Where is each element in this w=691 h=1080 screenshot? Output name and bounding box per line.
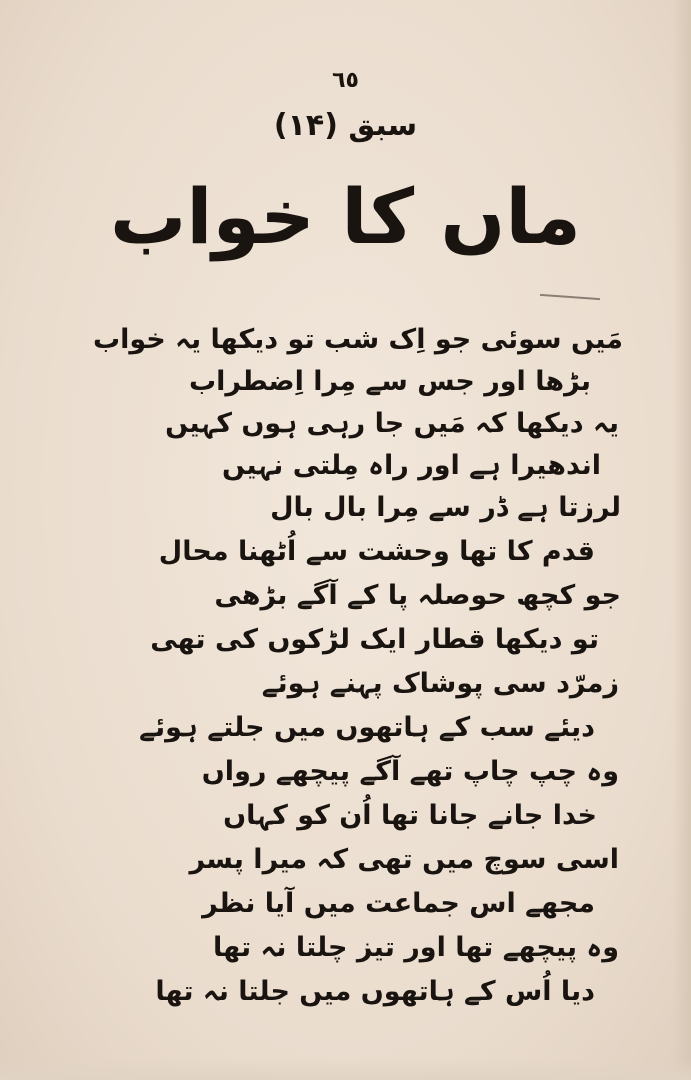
page-number: ٦٥ (332, 68, 359, 93)
poem-body (0, 322, 691, 1042)
poem-line: تو دیکھا قطار ایک لڑکوں کی تھی (150, 624, 599, 655)
poem-line: لرزتا ہے ڈر سے مِرا بال بال (270, 492, 621, 523)
poem-line: مجھے اس جماعت میں آیا نظر (202, 888, 595, 919)
poem-line: یہ دیکھا کہ مَیں جا رہی ہوں کہیں (165, 408, 619, 439)
poem-line: دیا اُس کے ہاتھوں میں جلتا نہ تھا (155, 976, 595, 1007)
poem-line: قدم کا تھا وحشت سے اُٹھنا محال (158, 536, 595, 567)
lesson-heading: سبق (۱۴) (273, 108, 418, 143)
poem-line: مَیں سوئی جو اِک شب تو دیکھا یہ خواب (92, 324, 623, 355)
poem-line: بڑھا اور جس سے مِرا اِضطراب (189, 366, 591, 397)
poem-line: جو کچھ حوصلہ پا کے آگے بڑھی (214, 580, 621, 611)
poem-line: وہ چپ چاپ تھے آگے پیچھے رواں (201, 756, 619, 787)
poem-title: ماں کا خواب (110, 172, 581, 261)
page-bottom-shadow (0, 1058, 691, 1080)
poem-line: اندھیرا ہے اور راہ مِلتی نہیں (222, 450, 601, 481)
poem-line: خدا جانے جانا تھا اُن کو کہاں (223, 800, 597, 831)
poem-line: وہ پیچھے تھا اور تیز چلتا نہ تھا (212, 932, 619, 963)
poem-line: اسی سوچ میں تھی کہ میرا پسر (189, 844, 619, 875)
title-divider (540, 294, 600, 300)
poem-line: زمرّد سی پوشاک پہنے ہوئے (261, 668, 619, 699)
poem-line: دیئے سب کے ہاتھوں میں جلتے ہوئے (139, 712, 595, 743)
